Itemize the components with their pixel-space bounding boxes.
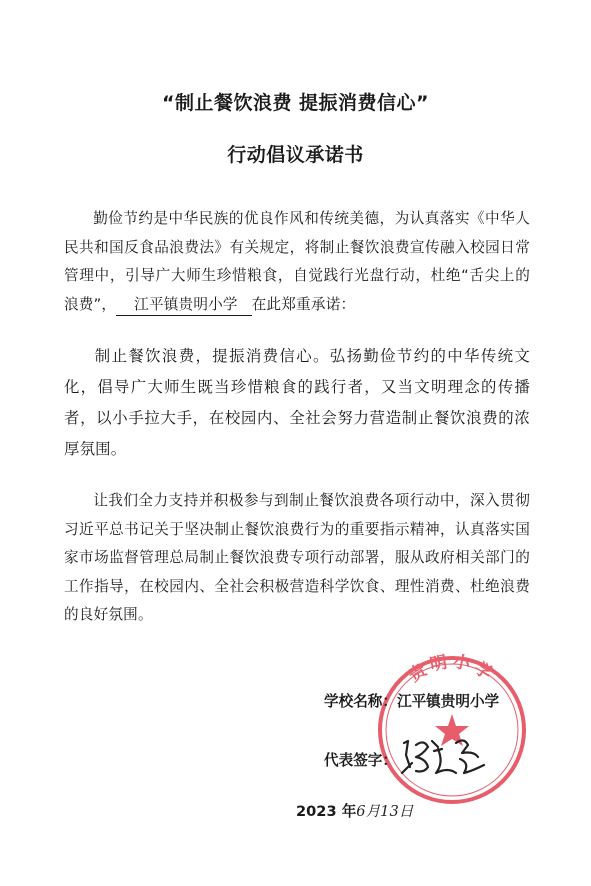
school-name-row <box>324 690 499 711</box>
seal-text: 贵明小学 <box>405 652 499 687</box>
representative-label: 代表签字： <box>324 752 397 769</box>
date-month-day: 6月13日 <box>356 803 414 820</box>
school-name-label: 学校名称： <box>324 693 397 710</box>
school-name-value: 江平镇贵明小学 <box>396 693 500 710</box>
paragraph-intro-text: 勤俭节约是中华民族的优良作风和传统美德，为认真落实《中华人民共和国反食品浪费法》有关规定，将制止餐饮浪费宣传融入校园日常管理中，引导广大师生珍惜粮食，自觉践行光盘行动，杜绝“舌尖上的浪费”， <box>64 210 530 313</box>
document-subtitle: 行动倡议承诺书 <box>227 144 364 166</box>
paragraph-intro <box>64 205 530 319</box>
document-title: “制止餐饮浪费 提振消费信心” <box>161 92 430 114</box>
handwritten-signature <box>398 733 490 779</box>
representative-row <box>324 749 397 770</box>
paragraph-pledge: 制止餐饮浪费，提振消费信心。弘扬勤俭节约的中华传统文化，倡导广大师生既当珍惜粮食的践行者，又当文明理念的传播者，以小手拉大手，在校园内、全社会努力营造制止餐饮浪费的浓厚氛围。 <box>64 347 530 458</box>
date-year: 2023 年 <box>296 803 357 820</box>
school-seal-stamp <box>374 652 530 808</box>
date-row <box>296 800 413 821</box>
school-name-blank: 江平镇贵明小学 <box>116 295 252 316</box>
paragraph-intro-tail: 在此郑重承诺： <box>251 295 356 313</box>
paragraph-action: 让我们全力支持并积极参与到制止餐饮浪费各项行动中，深入贯彻习近平总书记关于坚决制止餐饮浪费行为的重要指示精神，认真落实国家市场监督管理总局制止餐饮浪费专项行动部署，服从政府相关部门的工作指导，在校园内、全社会积极营造科学饮食、理性消费、杜绝浪费的良好氛围。 <box>64 492 530 623</box>
